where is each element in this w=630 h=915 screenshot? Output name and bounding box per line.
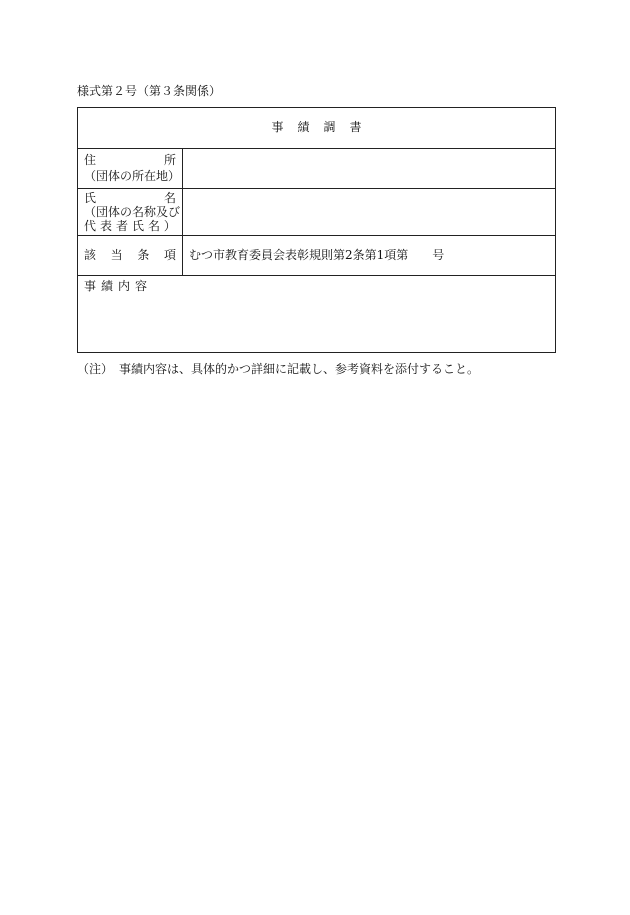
- clause-label-char: 該: [84, 248, 97, 262]
- address-row: [78, 148, 555, 189]
- clause-value: むつ市教育委員会表彰規則第2条第1項第 号: [189, 248, 445, 262]
- address-label-char: 住: [84, 153, 97, 167]
- name-label-char: 氏: [84, 191, 97, 205]
- clause-label-char: 項: [163, 248, 176, 262]
- clause-row: [78, 235, 555, 276]
- representative-label: [84, 219, 176, 233]
- name-sub-label: （団体の名称及び: [84, 205, 181, 219]
- achievement-report-table: [77, 107, 556, 353]
- name-label: [84, 191, 176, 205]
- representative-label-char: 名: [147, 219, 160, 233]
- title-row: [78, 108, 555, 149]
- content-row[interactable]: [78, 275, 555, 352]
- address-label: [84, 153, 176, 167]
- representative-label-char: 者: [115, 219, 128, 233]
- address-label-cell: [78, 148, 183, 188]
- representative-label-char: ）: [163, 219, 176, 233]
- address-label-char: 所: [163, 153, 176, 167]
- name-field[interactable]: [183, 188, 555, 235]
- form-number: 様式第２号（第３条関係）: [77, 84, 222, 98]
- name-label-cell: [78, 188, 183, 235]
- address-sub-label: （団体の所在地）: [84, 169, 181, 183]
- clause-field[interactable]: [183, 235, 555, 275]
- representative-label-char: 氏: [131, 219, 144, 233]
- representative-label-char: 表: [99, 219, 112, 233]
- clause-label-char: 条: [137, 248, 150, 262]
- document-title: 事績調書: [271, 120, 376, 134]
- clause-label-char: 当: [110, 248, 123, 262]
- representative-label-char: 代: [84, 219, 97, 233]
- name-row: [78, 188, 555, 236]
- footnote: （注） 事績内容は、具体的かつ詳細に記載し、参考資料を添付すること。: [77, 362, 480, 376]
- clause-label: [84, 248, 176, 262]
- clause-label-cell: [78, 235, 183, 275]
- address-field[interactable]: [183, 148, 555, 188]
- name-label-char: 名: [163, 191, 176, 205]
- content-label: 事績内容: [84, 279, 153, 293]
